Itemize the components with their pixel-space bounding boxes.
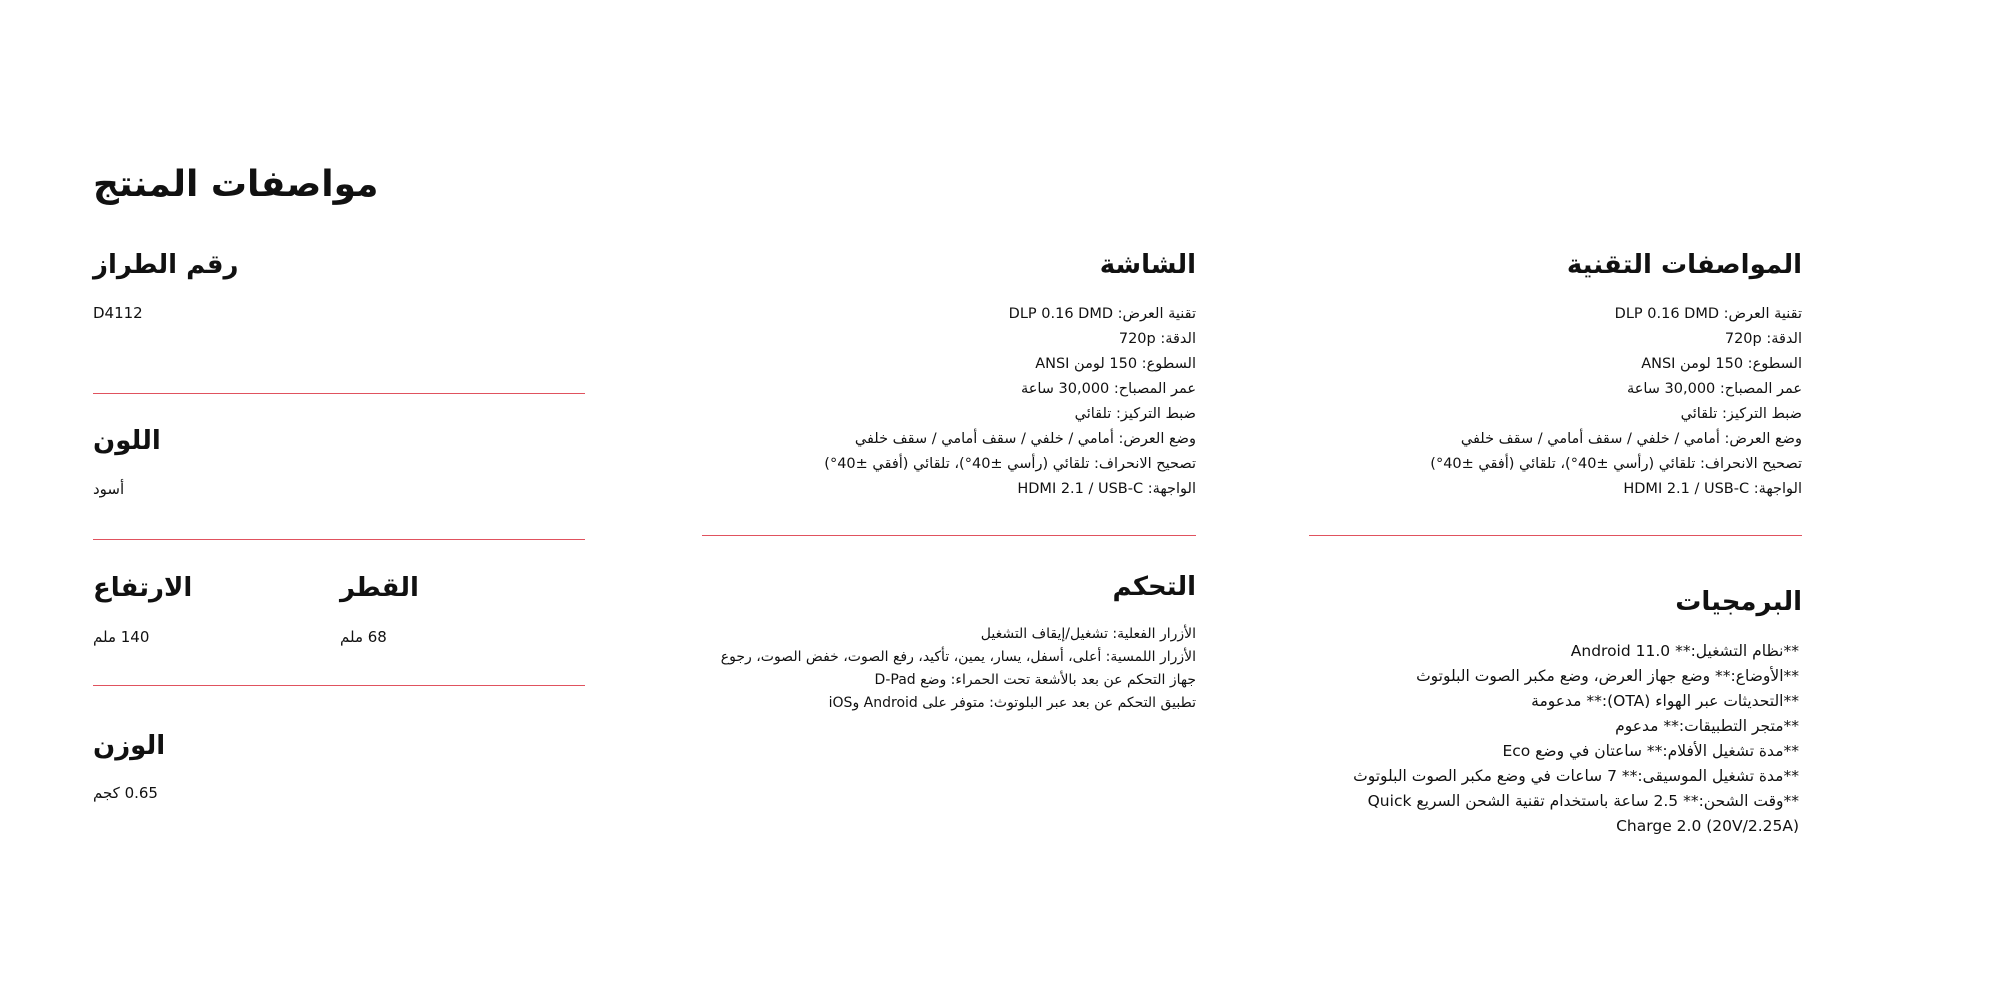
list-item: الواجهة: HDMI 2.1 / USB-C [1017, 481, 1196, 497]
tech-specs-list [1430, 302, 1802, 502]
list-item: وضع العرض: أمامي / خلفي / سقف أمامي / سقف خلفي [1460, 431, 1802, 447]
divider [702, 535, 1196, 536]
list-item: السطوع: 150 لومن ANSI [1641, 356, 1802, 372]
divider [93, 393, 585, 394]
list-item: **نظام التشغيل:** Android 11.0 [1570, 642, 1799, 660]
model-value: D4112 [93, 304, 143, 322]
height-value: 140 ملم [93, 628, 150, 646]
list-item: **مدة تشغيل الموسيقى:** 7 ساعات في وضع مكبر الصوت البلوتوث [1353, 767, 1799, 785]
height-heading: الارتفاع [93, 573, 193, 603]
model-heading: رقم الطراز [93, 250, 239, 280]
display-heading: الشاشة [1099, 250, 1196, 280]
list-item: تقنية العرض: DLP 0.16 DMD [1614, 306, 1802, 322]
display-list [824, 302, 1196, 502]
list-item: وضع العرض: أمامي / خلفي / سقف أمامي / سقف خلفي [854, 431, 1196, 447]
list-item: الأزرار الفعلية: تشغيل/إيقاف التشغيل [980, 626, 1196, 642]
list-item: الدقة: 720p [1724, 331, 1802, 347]
control-list [721, 623, 1196, 715]
list-item: تطبيق التحكم عن بعد عبر البلوتوث: متوفر على Android وiOS [828, 695, 1196, 711]
diameter-value: 68 ملم [340, 628, 387, 646]
list-item: الواجهة: HDMI 2.1 / USB-C [1623, 481, 1802, 497]
list-item: تصحيح الانحراف: تلقائي (رأسي ±40°)، تلقائي (أفقي ±40°) [1430, 456, 1802, 472]
list-item: تصحيح الانحراف: تلقائي (رأسي ±40°)، تلقائي (أفقي ±40°) [824, 456, 1196, 472]
divider [93, 539, 585, 540]
list-item: **مدة تشغيل الأفلام:** ساعتان في وضع Eco [1502, 742, 1799, 760]
list-item: جهاز التحكم عن بعد بالأشعة تحت الحمراء: وضع D-Pad [874, 672, 1196, 688]
list-item: الدقة: 720p [1118, 331, 1196, 347]
list-item: **الأوضاع:** وضع جهاز العرض، وضع مكبر الصوت البلوتوث [1416, 667, 1799, 685]
list-item: Charge 2.0 (20V/2.25A) [1616, 817, 1799, 835]
list-item: **وقت الشحن:** 2.5 ساعة باستخدام تقنية الشحن السريع Quick [1367, 792, 1799, 810]
color-heading: اللون [93, 426, 161, 456]
divider [93, 685, 585, 686]
tech-specs-column [1309, 0, 1802, 1000]
control-heading: التحكم [1112, 572, 1196, 602]
diameter-heading: القطر [340, 573, 419, 603]
weight-value: 0.65 كجم [93, 784, 158, 802]
display-column [702, 0, 1196, 1000]
list-item: **التحديثات عبر الهواء (OTA):** مدعومة [1531, 692, 1799, 710]
list-item: **متجر التطبيقات:** مدعوم [1615, 717, 1799, 735]
list-item: تقنية العرض: DLP 0.16 DMD [1008, 306, 1196, 322]
list-item: عمر المصباح: 30,000 ساعة [1020, 381, 1196, 397]
page-title: مواصفات المنتج [93, 164, 379, 205]
divider [1309, 535, 1802, 536]
list-item: عمر المصباح: 30,000 ساعة [1626, 381, 1802, 397]
list-item: السطوع: 150 لومن ANSI [1035, 356, 1196, 372]
software-list [1353, 639, 1799, 839]
weight-heading: الوزن [93, 731, 166, 761]
tech-specs-heading: المواصفات التقنية [1566, 250, 1802, 280]
list-item: الأزرار اللمسية: أعلى، أسفل، يسار، يمين، تأكيد، رفع الصوت، خفض الصوت، رجوع [720, 649, 1196, 665]
color-value: أسود [93, 480, 125, 498]
list-item: ضبط التركيز: تلقائي [1074, 406, 1196, 422]
list-item: ضبط التركيز: تلقائي [1680, 406, 1802, 422]
software-heading: البرمجيات [1675, 587, 1802, 617]
